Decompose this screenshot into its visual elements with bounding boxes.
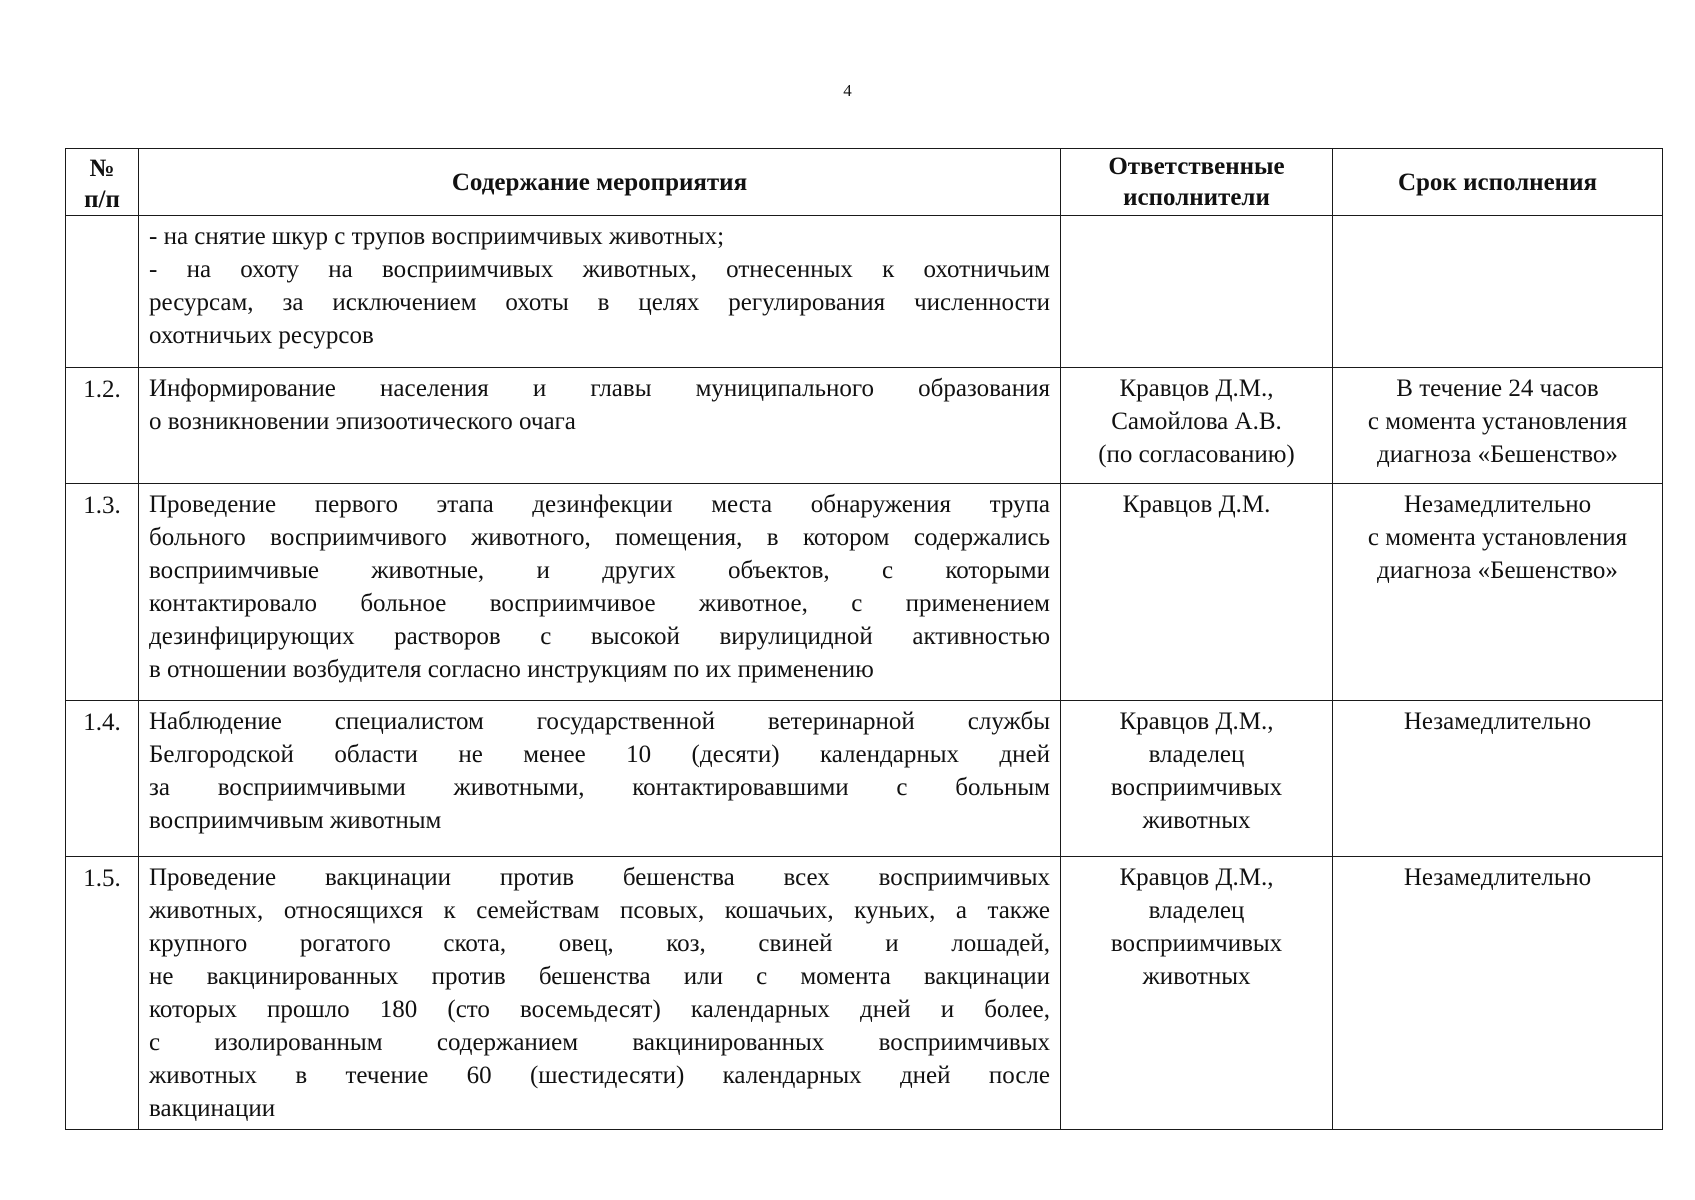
table-row [66, 484, 1663, 701]
content-line: дезинфицирующих растворов с высокой вирулицидной активностью [149, 623, 1050, 650]
content-line: крупного рогатого скота, овец, коз, свиней и лошадей, [149, 930, 1050, 957]
row-responsible [1061, 368, 1333, 484]
content-line: животных в течение 60 (шестидесяти) календарных дней после [149, 1062, 1050, 1089]
term-line: Незамедлительно [1403, 864, 1592, 891]
content-line: с изолированным содержанием вакцинированных восприимчивых [149, 1029, 1050, 1056]
content-line: которых прошло 180 (сто восемьдесят) календарных дней и более, [149, 996, 1050, 1023]
content-line: больного восприимчивого животного, помещения, в котором содержались [149, 524, 1050, 551]
table-row [66, 216, 1663, 368]
row-content [139, 216, 1061, 368]
table-header-row [66, 149, 1663, 216]
row-content [139, 857, 1061, 1130]
content-line: Наблюдение специалистом государственной ветеринарной службы [149, 708, 1050, 735]
row-term [1333, 484, 1663, 701]
responsible-line: Кравцов Д.М., [1119, 375, 1274, 402]
header-term: Срок исполнения [1333, 149, 1663, 216]
content-line: ресурсам, за исключением охоты в целях регулирования численности [149, 289, 1050, 316]
header-number-sign: № [89, 155, 115, 182]
table-row [66, 368, 1663, 484]
row-number [66, 216, 139, 368]
header-number-abbr: п/п [84, 186, 120, 213]
row-term [1333, 368, 1663, 484]
content-line: контактировало больное восприимчивое животное, с применением [149, 590, 1050, 617]
responsible-line: владелец [1148, 741, 1245, 768]
header-content: Содержание мероприятия [139, 149, 1061, 216]
header-responsible-line1: Ответственные [1108, 153, 1285, 180]
responsible-line: восприимчивых [1110, 930, 1283, 957]
row-term [1333, 701, 1663, 857]
term-line: с момента установления [1367, 408, 1628, 435]
content-line: восприимчивым животным [149, 807, 442, 834]
responsible-line: Самойлова А.В. [1111, 408, 1282, 435]
header-responsible [1061, 149, 1333, 216]
content-line: - на снятие шкур с трупов восприимчивых животных; [149, 223, 725, 250]
term-line: Незамедлительно [1403, 708, 1592, 735]
content-line: Проведение первого этапа дезинфекции места обнаружения трупа [149, 491, 1050, 518]
content-line: - на охоту на восприимчивых животных, отнесенных к охотничьим [149, 256, 1050, 283]
header-number [66, 149, 139, 216]
row-term [1333, 857, 1663, 1130]
row-responsible [1061, 701, 1333, 857]
table-row [66, 701, 1663, 857]
term-line: диагноза «Бешенство» [1377, 557, 1618, 584]
content-line: животных, относящихся к семействам псовых, кошачьих, куньих, а также [149, 897, 1050, 924]
content-line: Белгородской области не менее 10 (десяти) календарных дней [149, 741, 1050, 768]
content-line: вакцинации [149, 1095, 276, 1122]
responsible-line: Кравцов Д.М., [1119, 708, 1274, 735]
row-responsible [1061, 857, 1333, 1130]
row-content [139, 701, 1061, 857]
term-line: с момента установления [1367, 524, 1628, 551]
responsible-line: животных [1142, 963, 1251, 990]
header-responsible-line2: исполнители [1123, 184, 1270, 211]
term-line: диагноза «Бешенство» [1377, 441, 1618, 468]
page-number: 4 [843, 81, 852, 100]
row-responsible [1061, 484, 1333, 701]
row-number: 1.2. [66, 368, 139, 484]
responsible-line: Кравцов Д.М., [1119, 864, 1274, 891]
responsible-line: владелец [1148, 897, 1245, 924]
responsible-line: (по согласованию) [1098, 441, 1295, 468]
row-content [139, 484, 1061, 701]
row-content [139, 368, 1061, 484]
content-line: охотничьих ресурсов [149, 322, 374, 349]
content-line: о возникновении эпизоотического очага [149, 408, 576, 435]
row-number: 1.3. [66, 484, 139, 701]
content-line: Проведение вакцинации против бешенства всех восприимчивых [149, 864, 1050, 891]
content-line: не вакцинированных против бешенства или с момента вакцинации [149, 963, 1050, 990]
row-term [1333, 216, 1663, 368]
row-responsible [1061, 216, 1333, 368]
term-line: В течение 24 часов [1396, 375, 1599, 402]
table-row [66, 857, 1663, 1130]
content-line: Информирование населения и главы муниципального образования [149, 375, 1050, 402]
row-number: 1.4. [66, 701, 139, 857]
term-line: Незамедлительно [1403, 491, 1592, 518]
row-number: 1.5. [66, 857, 139, 1130]
content-line: восприимчивые животные, и других объектов, с которыми [149, 557, 1050, 584]
content-line: в отношении возбудителя согласно инструкциям по их применению [149, 656, 874, 683]
content-line: за восприимчивыми животными, контактировавшими с больным [149, 774, 1050, 801]
responsible-line: животных [1142, 807, 1251, 834]
measures-table [65, 148, 1663, 1130]
responsible-line: Кравцов Д.М. [1122, 491, 1271, 518]
responsible-line: восприимчивых [1110, 774, 1283, 801]
